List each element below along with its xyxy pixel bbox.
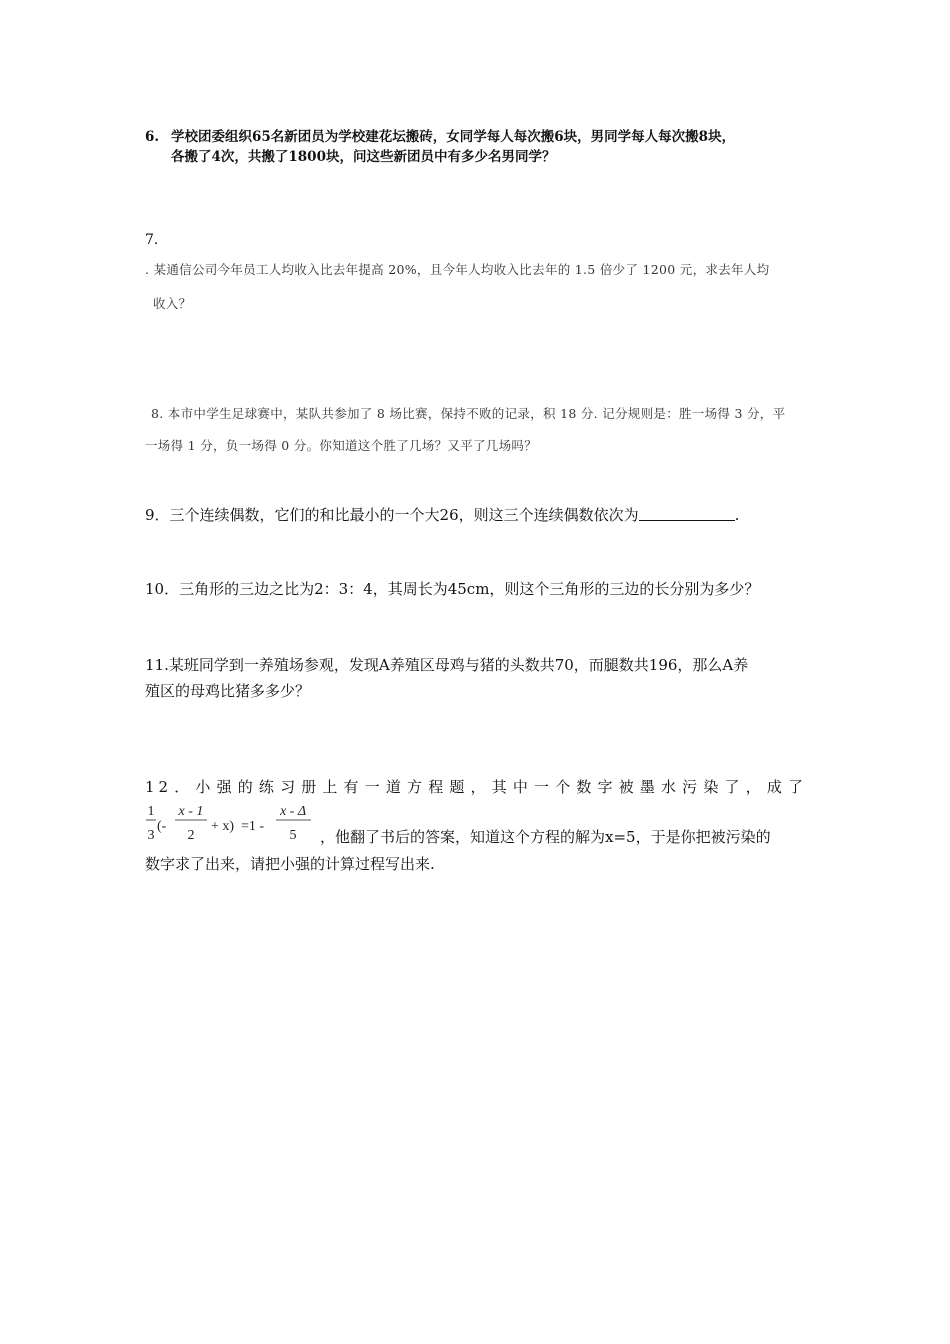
question-7-line-2: 收入？: [153, 296, 192, 311]
question-11-line-2: 殖区的母鸡比猪多多少？: [145, 682, 311, 700]
eq-equals: =1 -: [241, 819, 265, 834]
question-7-line-1: . 某通信公司今年员工人均收入比去年提高 20%，且今年人均收入比去年的 1.5 倍少了 1200 元，求去年人均: [145, 262, 770, 277]
question-9-end: .: [734, 506, 740, 524]
question-6-line-1: [145, 127, 825, 147]
eq-paren-open: (-: [157, 819, 167, 834]
answer-blank: [639, 504, 735, 521]
question-12-line-3: 数字求了出来，请把小强的计算过程写出来.: [145, 855, 435, 873]
eq-fraction-3-denominator: 5: [289, 828, 297, 843]
eq-fraction-1-denominator: 3: [147, 828, 155, 843]
question-7: [145, 253, 845, 321]
question-12-line-1: 12．小强的练习册上有一道方程题，其中一个数字被墨水污染了，成了: [145, 778, 807, 796]
question-7-number: 7.: [145, 232, 159, 248]
question-9: [145, 503, 825, 527]
eq-fraction-2-numerator: x - 1: [178, 804, 204, 819]
question-6-number: 6.: [145, 129, 160, 145]
question-11-line-1: 11.某班同学到一养殖场参观，发现A养殖区母鸡与猪的头数共70，而腿数共196，那么A养: [145, 656, 749, 674]
question-8-line-1: 8. 本市中学生足球赛中，某队共参加了 8 场比赛，保持不败的记录，积 18 分. 记分规则是：胜一场得 3 分，平: [151, 406, 786, 421]
question-8-line-2: 一场得 1 分，负一场得 0 分。你知道这个胜了几场？又平了几场吗？: [145, 438, 538, 453]
question-12-line-2: [145, 800, 825, 846]
question-8: [145, 398, 845, 462]
question-9-text: 9．三个连续偶数，它们的和比最小的一个大26，则这三个连续偶数依次为: [145, 506, 639, 524]
question-6: [145, 127, 825, 167]
equation: [145, 800, 320, 846]
question-11: [145, 652, 810, 704]
question-6-text-1: 学校团委组织65名新团员为学校建花坛搬砖，女同学每人每次搬6块，男同学每人每次搬8块，: [171, 129, 736, 145]
question-10: 10．三角形的三边之比为2：3：4，其周长为45cm，则这个三角形的三边的长分别为多少？: [145, 580, 760, 598]
question-6-line-2: 各搬了4次，共搬了1800块，问这些新团员中有多少名男同学？: [171, 149, 556, 165]
eq-plus-x: + x): [211, 819, 235, 834]
eq-fraction-1-numerator: 1: [147, 804, 155, 819]
question-12-line-2-text: ，他翻了书后的答案，知道这个方程的解为x=5，于是你把被污染的: [320, 828, 771, 846]
eq-fraction-2-denominator: 2: [187, 828, 195, 843]
eq-fraction-3-numerator: x - Δ: [279, 804, 307, 819]
